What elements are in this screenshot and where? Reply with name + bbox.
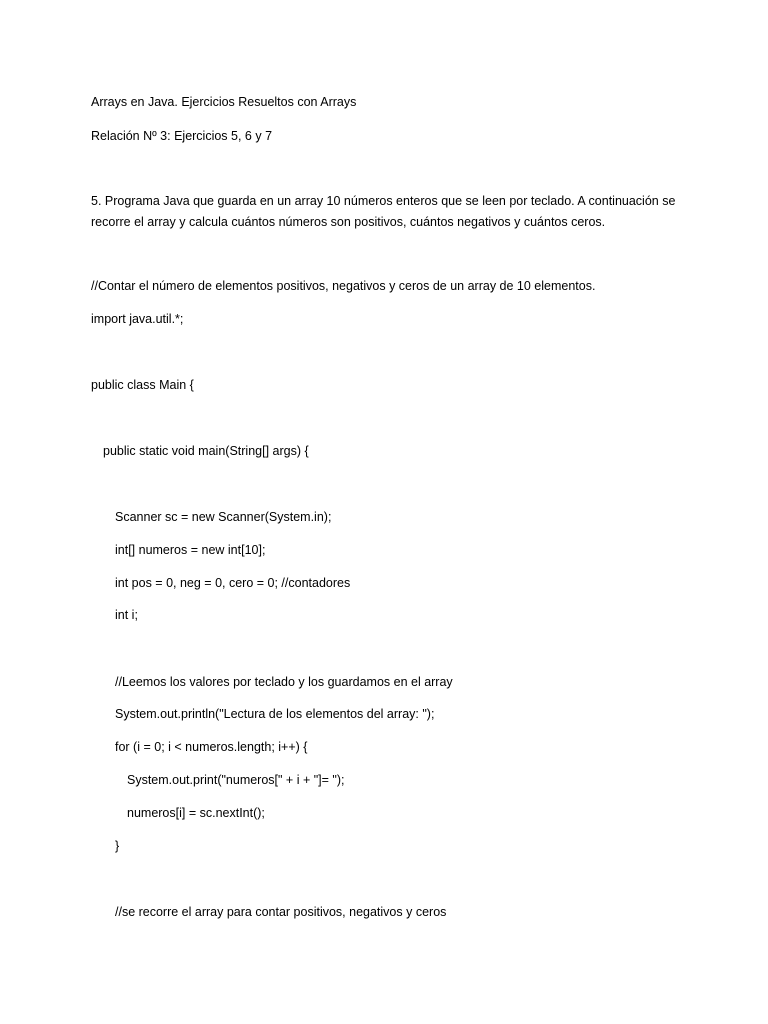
code-read-int: numeros[i] = sc.nextInt(); — [127, 806, 265, 820]
code-comment-intro: //Contar el número de elementos positivos, negativos y ceros de un array de 10 elementos. — [91, 279, 596, 293]
document-subtitle: Relación Nº 3: Ejercicios 5, 6 y 7 — [91, 129, 273, 143]
code-for-loop: for (i = 0; i < numeros.length; i++) { — [115, 740, 308, 754]
code-print-prompt: System.out.print("numeros[" + i + "]= "); — [127, 773, 345, 787]
code-close-brace: } — [115, 839, 120, 853]
document-title: Arrays en Java. Ejercicios Resueltos con Arrays — [91, 95, 357, 109]
code-import: import java.util.*; — [91, 312, 184, 326]
code-scanner-line: Scanner sc = new Scanner(System.in); — [115, 510, 332, 524]
code-class-declaration: public class Main { — [91, 378, 194, 392]
code-main-declaration: public static void main(String[] args) { — [103, 444, 309, 458]
exercise-statement-line-2: recorre el array y calcula cuántos números son positivos, cuántos negativos y cuántos ceros. — [91, 215, 606, 229]
code-int-i-line: int i; — [115, 608, 138, 622]
code-counters-line: int pos = 0, neg = 0, cero = 0; //contadores — [115, 576, 351, 590]
code-array-declaration: int[] numeros = new int[10]; — [115, 543, 266, 557]
code-comment-read: //Leemos los valores por teclado y los guardamos en el array — [115, 675, 453, 689]
code-comment-count: //se recorre el array para contar positivos, negativos y ceros — [115, 905, 447, 919]
code-println-line: System.out.println("Lectura de los elementos del array: "); — [115, 707, 435, 721]
exercise-statement-line-1: 5. Programa Java que guarda en un array 10 números enteros que se leen por teclado. A continuación se — [91, 194, 676, 208]
